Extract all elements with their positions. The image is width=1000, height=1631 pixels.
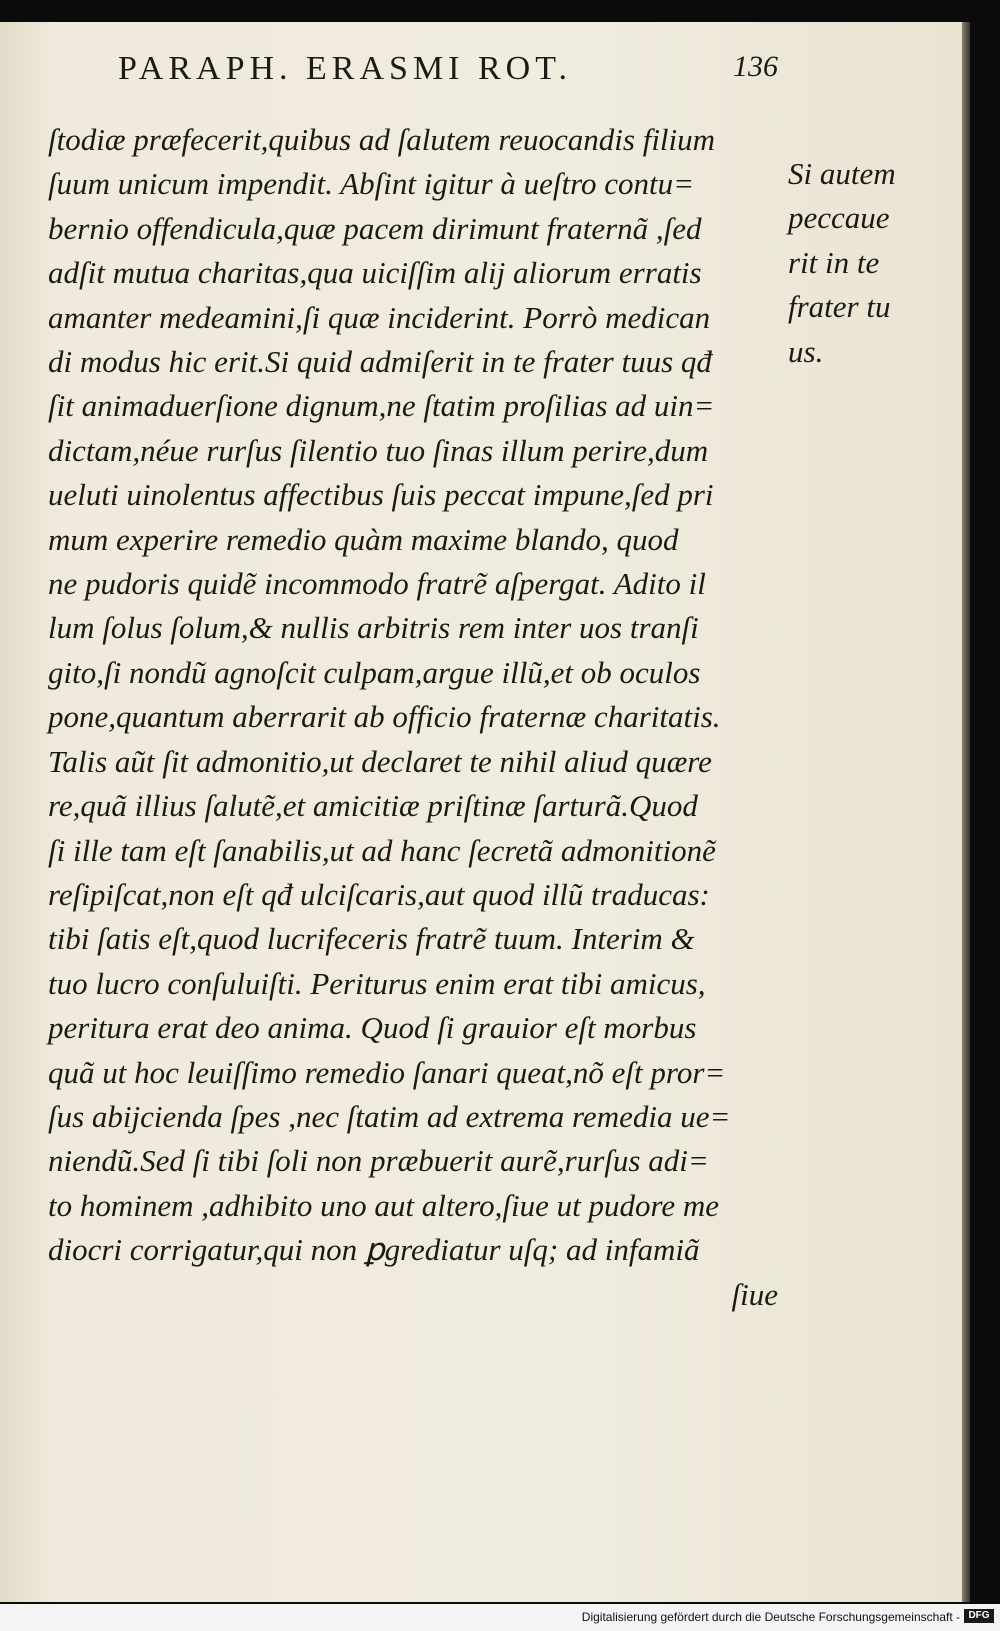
text-line: diocri corrigatur,qui non ꝑgrediatur uſq; ad infamiã xyxy=(48,1232,700,1268)
text-line: amanter medeamini,ſi quæ inciderint. Porrò medican xyxy=(48,299,711,335)
main-text-block xyxy=(48,118,778,1317)
margin-note-line: rit in te xyxy=(788,244,880,280)
text-line: ne pudoris quidẽ incommodo fratrẽ aſpergat. Adito il xyxy=(48,566,706,602)
text-line: adſit mutua charitas,qua uiciſſim alij aliorum erratis xyxy=(48,255,702,291)
text-line: re,quã illius ſalutẽ,et amicitiæ priſtinæ ſarturã.Quod xyxy=(48,788,698,824)
digitization-footer xyxy=(0,1604,1000,1631)
text-line: reſipiſcat,non eſt qđ ulciſcaris,aut quod illũ traducas: xyxy=(48,876,710,912)
marginal-note xyxy=(788,152,958,374)
text-line: ſi ille tam eſt ſanabilis,ut ad hanc ſecretã admonitionẽ xyxy=(48,832,716,868)
text-line: Talis aũt ſit admonitio,ut declaret te nihil aliud quære xyxy=(48,743,712,779)
text-line: peritura erat deo anima. Quod ſi grauior eſt morbus xyxy=(48,1010,697,1046)
dfg-logo: DFG xyxy=(964,1609,994,1623)
margin-note-line: us. xyxy=(788,333,824,369)
text-line: ueluti uinolentus affectibus ſuis peccat impune,ſed pri xyxy=(48,477,714,513)
text-line: niendũ.Sed ſi tibi ſoli non præbuerit aurẽ,rurſus adi= xyxy=(48,1143,709,1179)
text-line: ſtodiæ præfecerit,quibus ad ſalutem reuocandis filium xyxy=(48,122,716,157)
funding-credit: Digitalisierung gefördert durch die Deutsche Forschungsgemeinschaft - xyxy=(581,1610,960,1624)
text-line: mum experire remedio quàm maxime blando, quod xyxy=(48,521,679,557)
text-line: to hominem ,adhibito uno aut altero,ſiue ut pudore me xyxy=(48,1187,720,1223)
margin-note-line: Si autem xyxy=(788,156,896,191)
text-line: ſuum unicum impendit. Abſint igitur à ueſtro contu= xyxy=(48,166,695,202)
text-line: tuo lucro conſuluiſti. Periturus enim erat tibi amicus, xyxy=(48,965,706,1001)
text-line: gito,ſi nondũ agnoſcit culpam,argue illũ,et ob oculos xyxy=(48,654,701,690)
running-title: PARAPH. ERASMI ROT. xyxy=(118,50,572,87)
text-line: ſus abijcienda ſpes ,nec ſtatim ad extrema remedia ue= xyxy=(48,1098,731,1134)
running-header xyxy=(118,50,778,100)
text-line: quã ut hoc leuiſſimo remedio ſanari queat,nõ eſt pror= xyxy=(48,1054,726,1090)
text-line: pone,quantum aberrarit ab officio fraternæ charitatis. xyxy=(48,699,721,735)
margin-note-line: frater tu xyxy=(788,289,891,325)
text-line: di modus hic erit.Si quid admiſerit in te frater tuus qđ xyxy=(48,344,712,380)
text-line: tibi ſatis eſt,quod lucrifeceris fratrẽ tuum. Interim & xyxy=(48,921,695,957)
page-edge xyxy=(962,22,970,1602)
text-line: ſit animaduerſione dignum,ne ſtatim proſilias ad uin= xyxy=(48,388,715,424)
text-line: bernio offendicula,quæ pacem dirimunt fraternã ,ſed xyxy=(48,210,702,246)
margin-note-line: peccaue xyxy=(788,200,890,236)
page-number: 136 xyxy=(733,50,778,83)
text-line: lum ſolus ſolum,& nullis arbitris rem inter uos tranſi xyxy=(48,610,699,646)
catchword: ſiue xyxy=(731,1276,778,1312)
text-line: dictam,néue rurſus ſilentio tuo ſinas illum perire,dum xyxy=(48,432,709,468)
